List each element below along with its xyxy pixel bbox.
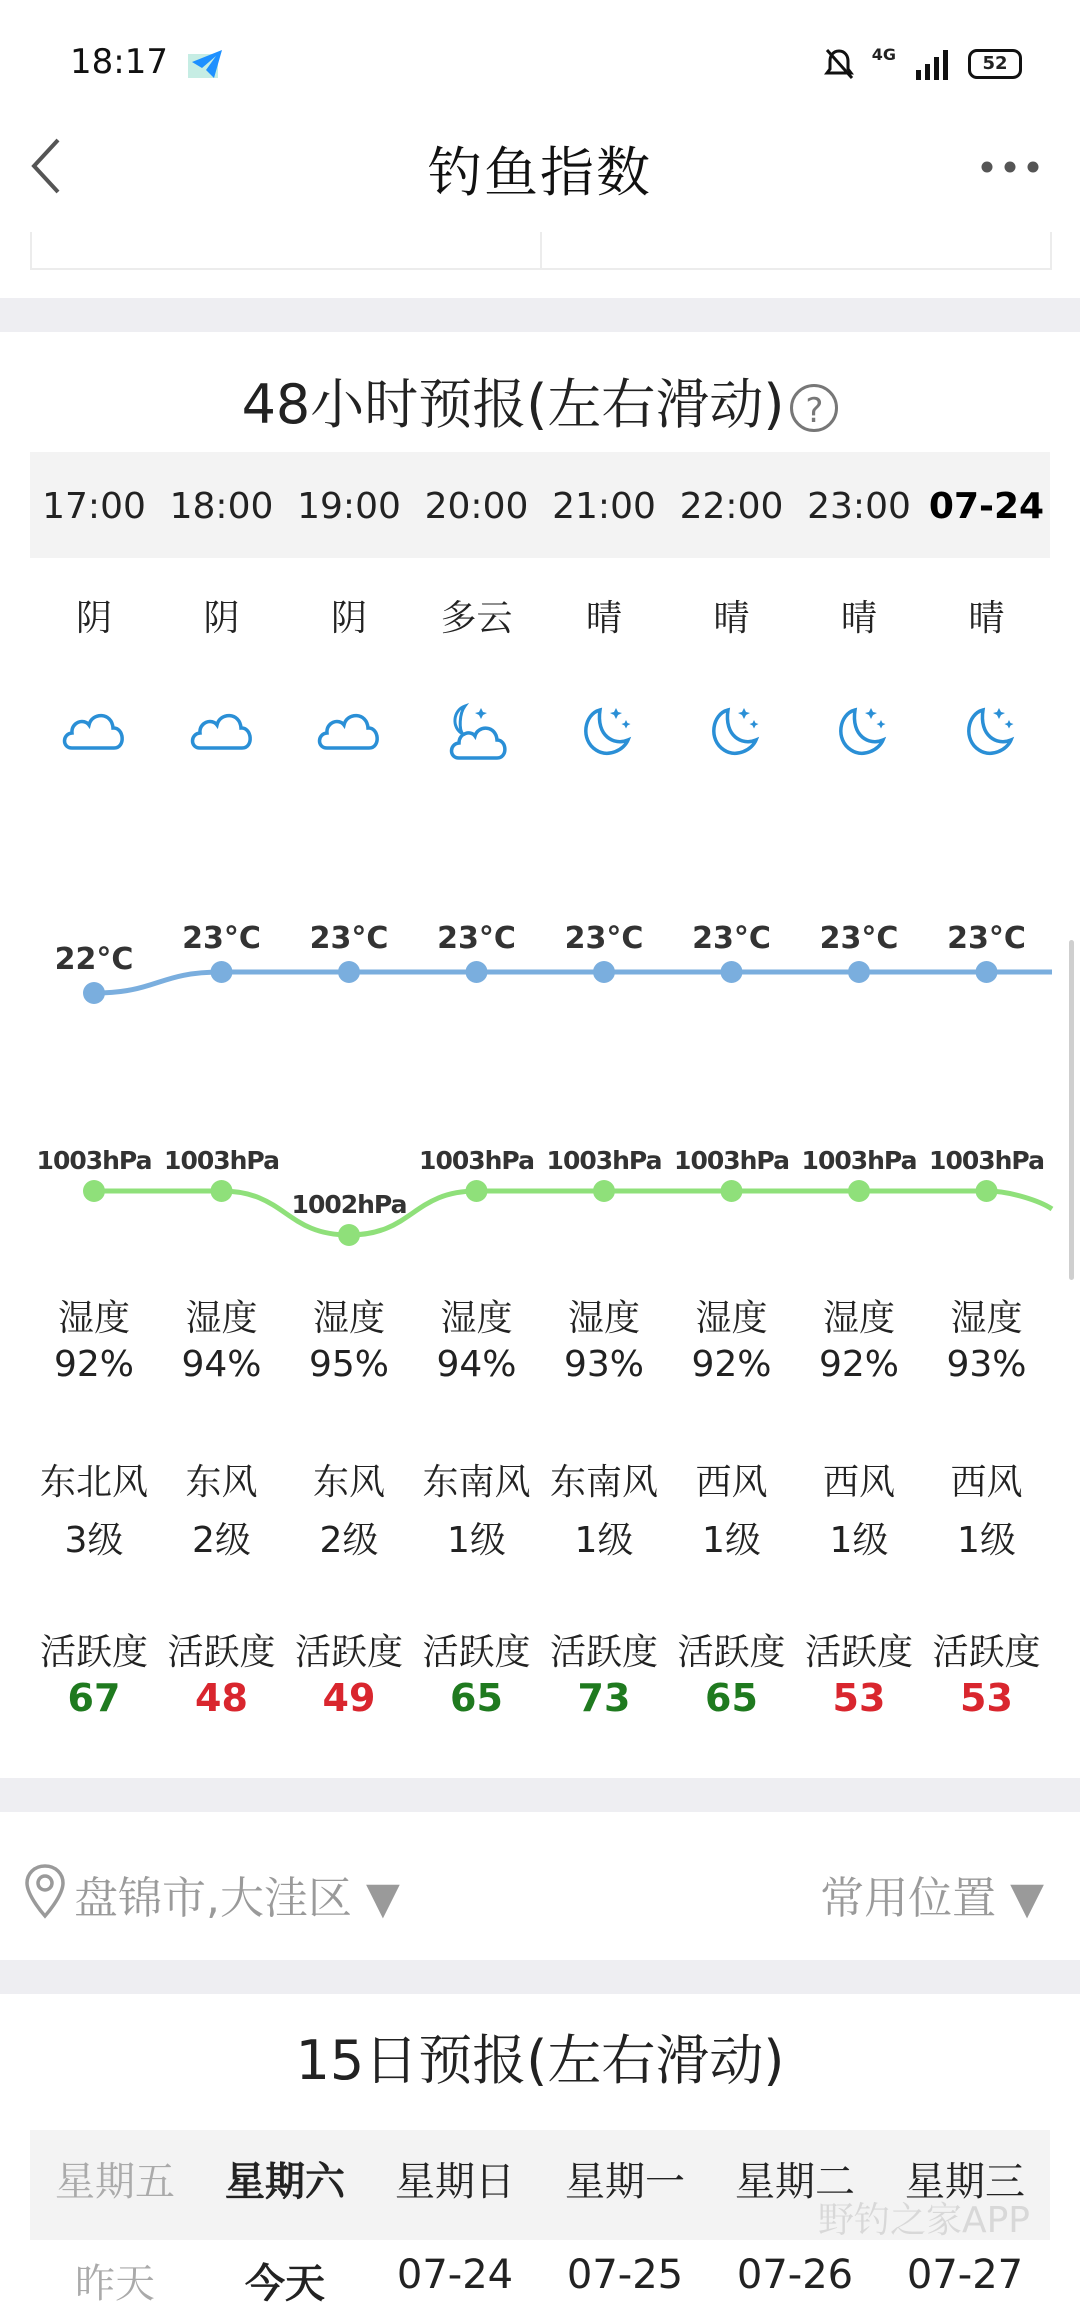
condition-label: 多云 bbox=[440, 598, 513, 639]
temperature-point bbox=[338, 961, 360, 983]
pressure-line bbox=[94, 1191, 1052, 1235]
pressure-point bbox=[83, 1180, 105, 1202]
pressure-label: 1003hPa bbox=[36, 1146, 152, 1175]
temperature-label: 23°C bbox=[182, 921, 261, 956]
condition-label: 阴 bbox=[75, 598, 112, 639]
pressure-label: 1003hPa bbox=[546, 1146, 662, 1175]
activity-label: 活跃度 bbox=[804, 1632, 913, 1673]
scrollbar[interactable] bbox=[1069, 940, 1074, 1280]
temperature-point bbox=[976, 961, 998, 983]
wind-level: 1级 bbox=[829, 1520, 889, 1561]
telegram-icon bbox=[188, 46, 224, 82]
date-cell[interactable]: 昨天 bbox=[75, 2261, 155, 2307]
activity-value: 65 bbox=[705, 1676, 758, 1720]
temperature-label: 23°C bbox=[692, 921, 771, 956]
temperature-label: 23°C bbox=[309, 921, 389, 956]
time-cell: 22:00 bbox=[679, 486, 784, 527]
moon-icon bbox=[540, 700, 668, 772]
humidity-value: 94% bbox=[436, 1344, 517, 1385]
more-options-icon[interactable] bbox=[980, 160, 1040, 174]
date-cell[interactable]: 07-25 bbox=[566, 2252, 684, 2298]
wind-direction: 东风 bbox=[185, 1462, 258, 1503]
condition-label: 晴 bbox=[840, 598, 877, 639]
time-cell: 17:00 bbox=[42, 486, 146, 527]
pressure-point bbox=[338, 1224, 360, 1246]
weekday-cell[interactable]: 星期五 bbox=[55, 2159, 175, 2205]
section-divider bbox=[0, 298, 1080, 332]
activity-label: 活跃度 bbox=[167, 1632, 276, 1673]
condition-label: 晴 bbox=[713, 598, 750, 639]
pressure-label: 1003hPa bbox=[164, 1146, 279, 1175]
signal-icon bbox=[914, 48, 950, 80]
activity-value: 53 bbox=[960, 1676, 1013, 1720]
temperature-point bbox=[848, 961, 870, 983]
weekday-cell[interactable]: 星期一 bbox=[565, 2159, 685, 2205]
humidity-value: 93% bbox=[563, 1344, 644, 1385]
page-title: 钓鱼指数 bbox=[428, 141, 652, 204]
network-type: 4G bbox=[871, 44, 896, 64]
moon-cloud-icon bbox=[413, 700, 541, 772]
humidity-value: 92% bbox=[691, 1344, 772, 1385]
activity-value: 49 bbox=[322, 1676, 376, 1720]
humidity-label: 湿度 bbox=[822, 1298, 895, 1339]
wind-direction: 东南风 bbox=[422, 1462, 531, 1503]
moon-icon bbox=[923, 700, 1051, 772]
date-cell[interactable]: 07-26 bbox=[736, 2252, 854, 2298]
time-cell: 07-24 bbox=[928, 486, 1045, 527]
wind-direction: 东北风 bbox=[39, 1462, 148, 1503]
date-cell[interactable]: 07-24 bbox=[396, 2252, 514, 2298]
humidity-value: 95% bbox=[308, 1344, 389, 1385]
pressure-label: 1003hPa bbox=[674, 1146, 789, 1175]
pressure-point bbox=[593, 1180, 615, 1202]
location-pin-icon bbox=[22, 1862, 68, 1920]
location-selector[interactable]: 盘锦市,大洼区 ▼ bbox=[74, 1873, 400, 1924]
cloud-icon bbox=[30, 700, 158, 772]
pressure-point bbox=[721, 1180, 743, 1202]
battery-indicator: 52 bbox=[968, 49, 1022, 79]
temperature-point bbox=[593, 961, 615, 983]
humidity-label: 湿度 bbox=[695, 1298, 768, 1339]
humidity-label: 湿度 bbox=[57, 1298, 130, 1339]
temperature-line bbox=[94, 972, 1052, 993]
temperature-label: 23°C bbox=[564, 921, 644, 956]
cloud-icon bbox=[158, 700, 286, 772]
humidity-value: 92% bbox=[818, 1344, 899, 1385]
wind-direction: 西风 bbox=[822, 1462, 895, 1503]
temperature-label: 22°C bbox=[54, 942, 134, 977]
pressure-label: 1002hPa bbox=[291, 1190, 407, 1219]
humidity-label: 湿度 bbox=[312, 1298, 385, 1339]
section-divider bbox=[0, 1778, 1080, 1812]
activity-label: 活跃度 bbox=[422, 1632, 531, 1673]
temperature-point bbox=[466, 961, 488, 983]
pressure-point bbox=[466, 1180, 488, 1202]
wind-level: 1级 bbox=[702, 1520, 761, 1561]
temperature-label: 23°C bbox=[947, 921, 1026, 956]
activity-label: 活跃度 bbox=[39, 1632, 148, 1673]
condition-label: 晴 bbox=[585, 598, 622, 639]
humidity-value: 92% bbox=[53, 1344, 134, 1385]
pressure-label: 1003hPa bbox=[801, 1146, 917, 1175]
weekday-cell[interactable]: 星期六 bbox=[225, 2159, 345, 2205]
bell-muted-icon bbox=[824, 47, 854, 81]
forecast-48h-title-text: 48小时预报(左右滑动) bbox=[241, 373, 785, 436]
condition-label: 阴 bbox=[330, 598, 367, 639]
temperature-label: 23°C bbox=[819, 921, 899, 956]
previous-card-remnant bbox=[30, 232, 1052, 270]
status-time: 18:17 bbox=[70, 42, 168, 82]
wind-direction: 西风 bbox=[695, 1462, 768, 1503]
humidity-label: 湿度 bbox=[567, 1298, 640, 1339]
activity-value: 53 bbox=[832, 1676, 886, 1720]
humidity-value: 93% bbox=[946, 1344, 1027, 1385]
weekday-cell[interactable]: 星期日 bbox=[395, 2159, 515, 2205]
watermark: 野钓之家APP bbox=[817, 2200, 1030, 2241]
pressure-point bbox=[976, 1180, 998, 1202]
pressure-label: 1003hPa bbox=[419, 1146, 534, 1175]
wind-level: 3级 bbox=[64, 1520, 124, 1561]
humidity-label: 湿度 bbox=[440, 1298, 513, 1339]
pressure-point bbox=[848, 1180, 870, 1202]
forecast-48h-charts bbox=[0, 880, 1080, 1260]
temperature-point bbox=[83, 982, 105, 1004]
wind-level: 2级 bbox=[319, 1520, 379, 1561]
weekday-cell[interactable]: 星期三 bbox=[905, 2159, 1025, 2205]
wind-level: 1级 bbox=[957, 1520, 1016, 1561]
time-cell: 21:00 bbox=[552, 486, 656, 527]
wind-direction: 东南风 bbox=[549, 1462, 658, 1503]
activity-label: 活跃度 bbox=[677, 1632, 786, 1673]
forecast-48h-title bbox=[0, 362, 1080, 439]
time-cell: 23:00 bbox=[807, 486, 911, 527]
activity-value: 65 bbox=[450, 1676, 503, 1720]
activity-value: 73 bbox=[577, 1676, 631, 1720]
pressure-label: 1003hPa bbox=[929, 1146, 1044, 1175]
condition-label: 晴 bbox=[968, 598, 1005, 639]
status-icons bbox=[824, 46, 1022, 82]
wind-direction: 东风 bbox=[312, 1462, 385, 1503]
wind-level: 1级 bbox=[574, 1520, 634, 1561]
moon-icon bbox=[795, 700, 923, 772]
activity-label: 活跃度 bbox=[932, 1632, 1041, 1673]
forecast-15d-title: 15日预报(左右滑动) bbox=[295, 2029, 785, 2092]
section-divider bbox=[0, 1960, 1080, 1994]
moon-icon bbox=[668, 700, 796, 772]
date-cell[interactable]: 07-27 bbox=[906, 2252, 1024, 2298]
weekday-cell[interactable]: 星期二 bbox=[735, 2159, 855, 2205]
humidity-value: 94% bbox=[181, 1344, 262, 1385]
favorite-locations-button[interactable]: 常用位置 ▼ bbox=[820, 1873, 1044, 1924]
wind-level: 2级 bbox=[192, 1520, 251, 1561]
time-cell: 20:00 bbox=[424, 486, 529, 527]
wind-direction: 西风 bbox=[950, 1462, 1023, 1503]
help-icon[interactable]: ? bbox=[790, 384, 838, 432]
wind-level: 1级 bbox=[447, 1520, 506, 1561]
activity-value: 48 bbox=[195, 1676, 248, 1720]
date-cell[interactable]: 今天 bbox=[245, 2261, 325, 2307]
cloud-icon bbox=[285, 700, 413, 772]
humidity-label: 湿度 bbox=[950, 1298, 1023, 1339]
condition-label: 阴 bbox=[203, 598, 240, 639]
humidity-label: 湿度 bbox=[185, 1298, 258, 1339]
time-cell: 19:00 bbox=[297, 486, 401, 527]
temperature-label: 23°C bbox=[437, 921, 516, 956]
pressure-point bbox=[211, 1180, 233, 1202]
temperature-point bbox=[211, 961, 233, 983]
temperature-point bbox=[721, 961, 743, 983]
time-cell: 18:00 bbox=[169, 486, 274, 527]
activity-value: 67 bbox=[67, 1676, 121, 1720]
activity-label: 活跃度 bbox=[294, 1632, 403, 1673]
activity-label: 活跃度 bbox=[549, 1632, 658, 1673]
